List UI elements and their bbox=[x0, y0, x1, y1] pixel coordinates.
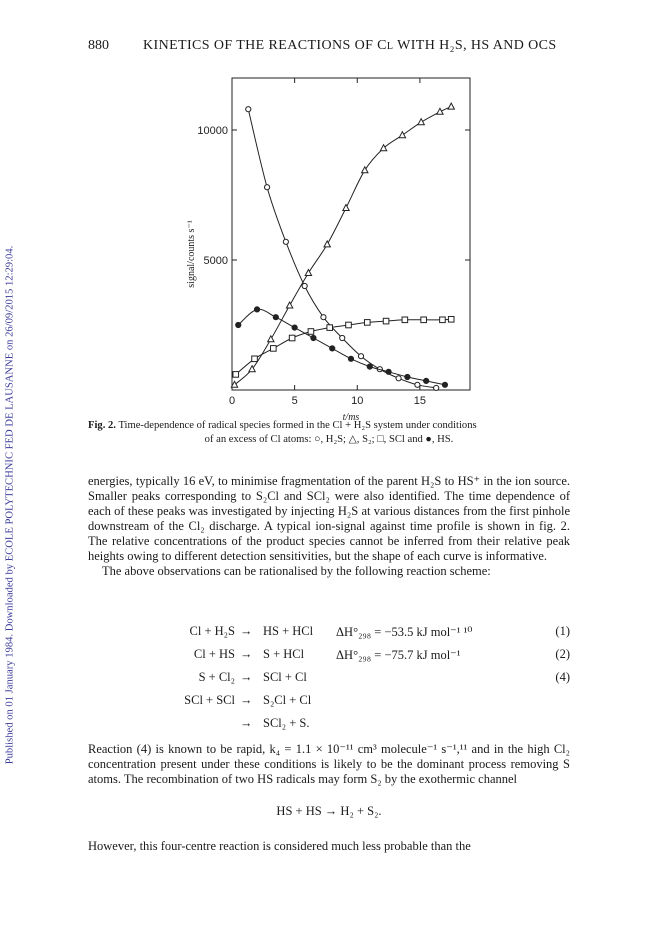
body-text bbox=[88, 474, 570, 579]
data-point-open-circle bbox=[264, 185, 269, 190]
reaction-lhs: Cl + H₂S bbox=[189, 624, 235, 638]
reaction-enthalpy: ΔH°₂₉₈ = −53.5 kJ mol⁻¹ ¹⁰ bbox=[336, 625, 473, 639]
data-point-open-square bbox=[421, 317, 427, 323]
data-point-open-square bbox=[440, 317, 446, 323]
data-point-open-circle bbox=[358, 354, 363, 359]
reaction-arrow: → bbox=[240, 670, 253, 684]
reaction-number: (1) bbox=[555, 624, 570, 638]
caption-line2: of an excess of Cl atoms: ○, H₂S; △, S₂; □, SCl and ●, HS. bbox=[204, 434, 454, 445]
reaction-arrow: → bbox=[240, 647, 253, 661]
data-point-open-square bbox=[448, 316, 454, 322]
equation-hs-recombination: HS + HS → H₂ + S₂. bbox=[276, 804, 382, 818]
data-point-open-square bbox=[233, 372, 239, 378]
data-point-open-square bbox=[308, 329, 314, 335]
data-point-open-square bbox=[271, 346, 277, 352]
x-tick-label: 10 bbox=[351, 395, 364, 407]
reaction-rhs: SCl + Cl bbox=[263, 670, 307, 684]
series-line-open-triangle bbox=[235, 107, 452, 385]
reaction-2 bbox=[88, 647, 570, 667]
reaction-number: (4) bbox=[555, 670, 570, 684]
y-axis-label: signal/counts s⁻¹ bbox=[186, 220, 197, 288]
data-point-filled-circle bbox=[442, 382, 447, 387]
data-point-filled-circle bbox=[367, 364, 372, 369]
data-point-open-circle bbox=[321, 315, 326, 320]
data-point-open-circle bbox=[283, 239, 288, 244]
page-number: 880 bbox=[88, 38, 109, 53]
reaction-rhs: S₂Cl + Cl bbox=[263, 693, 312, 707]
y-tick-label: 10000 bbox=[197, 125, 228, 137]
data-point-open-triangle bbox=[399, 132, 405, 138]
series-line-open-square bbox=[236, 319, 451, 374]
data-point-open-square bbox=[327, 325, 333, 331]
body-text-2 bbox=[88, 742, 570, 787]
data-point-open-square bbox=[364, 320, 370, 326]
data-point-filled-circle bbox=[424, 378, 429, 383]
data-point-filled-circle bbox=[386, 369, 391, 374]
x-tick-label: 15 bbox=[413, 395, 427, 407]
reaction-lhs: SCl + SCl bbox=[184, 693, 235, 707]
reaction-rhs: HS + HCl bbox=[263, 624, 314, 638]
x-axis-label: t/ms bbox=[342, 412, 360, 423]
caption-line1: Time-dependence of radical species formed in the Cl + H₂S system under conditions bbox=[118, 420, 477, 431]
y-tick-label: 5000 bbox=[203, 255, 228, 267]
data-point-open-circle bbox=[246, 107, 251, 112]
download-watermark bbox=[0, 0, 20, 935]
paragraph-3: Reaction (4) is known to be rapid, k₄ = 1.1 × 10⁻¹¹ cm³ molecule⁻¹ s⁻¹,¹¹ and in the high Cl₂ concentration present under these conditions is likely to be the dominant process removing S atoms. The recombination of two HS radicals may form S₂ by the exothermic channel bbox=[88, 742, 570, 786]
data-point-open-triangle bbox=[286, 302, 292, 308]
data-point-open-triangle bbox=[343, 205, 349, 211]
data-point-open-square bbox=[346, 322, 352, 328]
reaction-rhs: S + HCl bbox=[263, 647, 305, 661]
data-point-filled-circle bbox=[254, 307, 259, 312]
paragraph-4: However, this four-centre reaction is considered much less probable than the bbox=[88, 838, 471, 853]
reaction-number: (2) bbox=[555, 647, 570, 661]
data-point-open-triangle bbox=[324, 241, 330, 247]
data-point-open-square bbox=[402, 317, 408, 323]
data-point-filled-circle bbox=[330, 346, 335, 351]
data-point-open-triangle bbox=[380, 145, 386, 151]
data-point-filled-circle bbox=[292, 325, 297, 330]
plot-frame bbox=[232, 78, 470, 390]
reaction-lhs: S + Cl₂ bbox=[198, 670, 235, 684]
reaction-arrow: → bbox=[240, 624, 253, 638]
figure-2 bbox=[180, 70, 490, 425]
data-point-filled-circle bbox=[348, 356, 353, 361]
download-notice: Published on 01 January 1984. Downloaded by ECOLE POLYTECHNIC FED DE LAUSANNE on 26/09/2015 12:29:04. bbox=[4, 245, 16, 765]
reaction-arrow: → bbox=[240, 693, 253, 707]
data-point-open-square bbox=[289, 335, 295, 341]
data-point-open-square bbox=[383, 318, 389, 324]
data-point-open-triangle bbox=[448, 103, 454, 109]
x-tick-label: 0 bbox=[228, 395, 236, 407]
data-point-open-circle bbox=[302, 283, 307, 288]
reaction-lhs: Cl + HS bbox=[193, 647, 235, 661]
data-point-open-triangle bbox=[305, 270, 311, 276]
data-point-open-triangle bbox=[268, 336, 274, 342]
running-title: KINETICS OF THE REACTIONS OF Cl WITH H₂S, HS AND OCS bbox=[143, 38, 557, 53]
data-point-open-circle bbox=[434, 385, 439, 390]
paragraph-1: energies, typically 16 eV, to minimise fragmentation of the parent H₂S to HS⁺ in the ion source. Smaller peaks corresponding to S₂Cl and SCl₂ were also identified. The time dependence of each of these peaks was investigated by injecting H₂S at various distances from the first pinhole downstream of the Cl₂ discharge. A typical ion-signal against time profile is shown in fig. 2. The relative concentrations of the product species cannot be inferred from their relative peak heights owing to different detection sensitivities, but the shape of each curve is informative. bbox=[88, 474, 570, 563]
reaction-4 bbox=[88, 670, 570, 690]
data-point-filled-circle bbox=[273, 315, 278, 320]
paragraph-2: The above observations can be rationalised by the following reaction scheme: bbox=[102, 564, 491, 578]
chart-svg bbox=[180, 70, 490, 425]
reaction-5-alt bbox=[88, 716, 570, 736]
data-point-open-circle bbox=[340, 335, 345, 340]
data-point-filled-circle bbox=[236, 322, 241, 327]
data-point-open-triangle bbox=[418, 119, 424, 125]
series-line-filled-circle bbox=[238, 309, 445, 385]
body-text-3 bbox=[88, 826, 570, 866]
x-tick-label: 5 bbox=[291, 395, 298, 407]
data-point-open-square bbox=[252, 356, 258, 362]
data-point-open-circle bbox=[396, 376, 401, 381]
reaction-arrow: → bbox=[240, 716, 253, 730]
data-point-open-circle bbox=[415, 382, 420, 387]
data-point-filled-circle bbox=[311, 335, 316, 340]
data-point-filled-circle bbox=[405, 374, 410, 379]
data-point-open-triangle bbox=[437, 108, 443, 114]
reaction-enthalpy: ΔH°₂₉₈ = −75.7 kJ mol⁻¹ bbox=[336, 648, 461, 662]
reaction-5 bbox=[88, 693, 570, 713]
caption-label: Fig. 2. bbox=[88, 420, 116, 431]
reaction-rhs: SCl₂ + S. bbox=[263, 716, 310, 730]
figure-caption bbox=[88, 419, 570, 447]
reaction-1 bbox=[88, 624, 570, 644]
